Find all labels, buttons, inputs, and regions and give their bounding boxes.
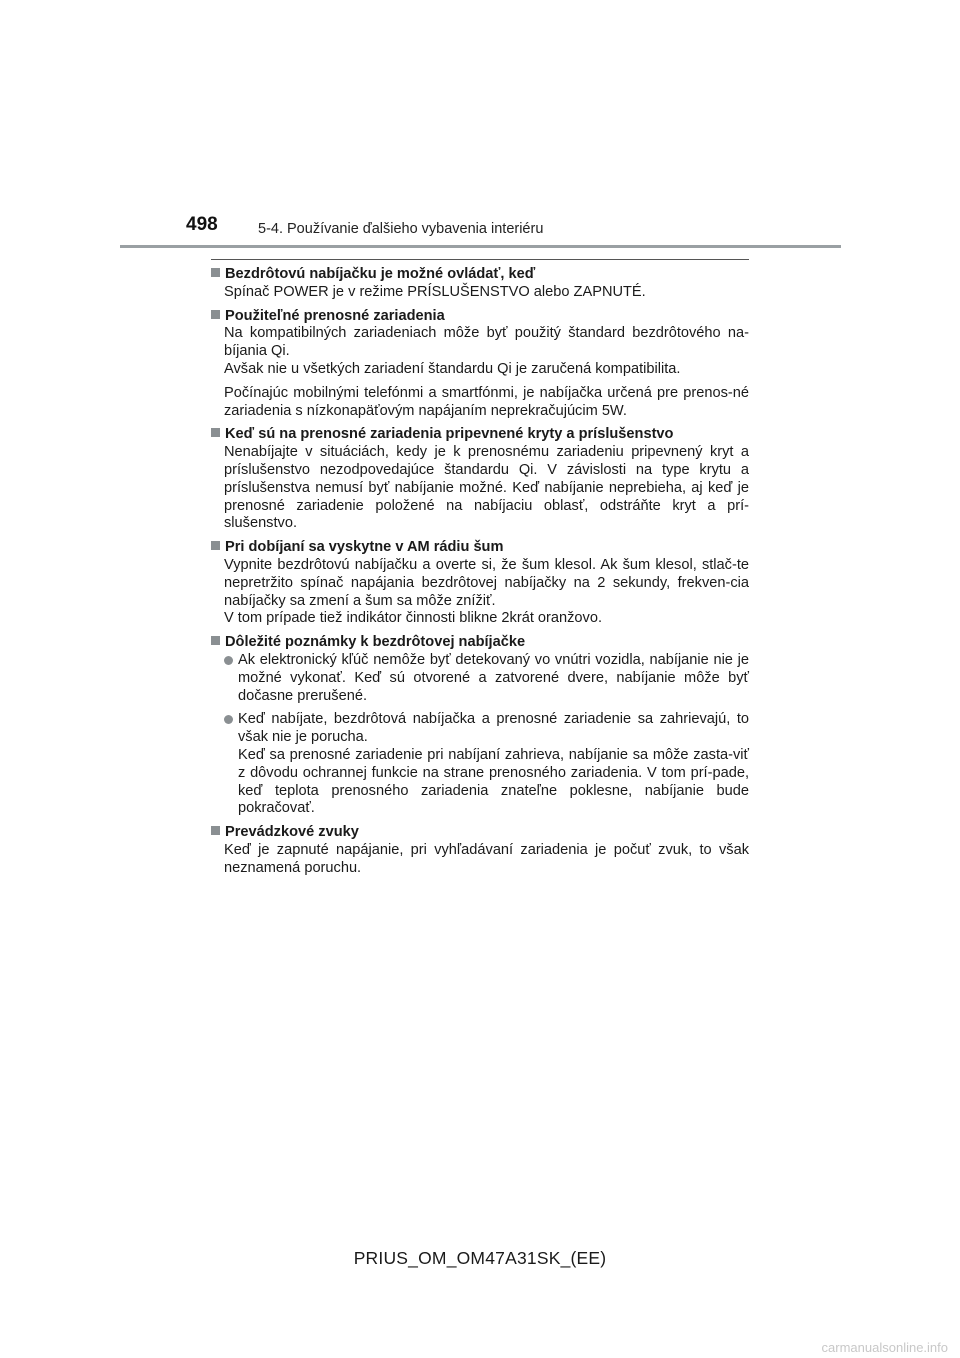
bullet-line: Keď sa prenosné zariadenie pri nabíjaní zahrieva, nabíjanie sa môže zasta-viť z dôvodu ochrannej funkcie na strane prenosného zariadenia. V tom prí-pade, keď teplota prenosného zariadenia znateľne poklesne, nabíjanie bude pokračovať.	[238, 746, 749, 817]
section-heading-text: Dôležité poznámky k bezdrôtovej nabíjačke	[225, 634, 526, 651]
paragraph	[211, 284, 749, 302]
square-bullet-icon	[211, 310, 220, 319]
paragraph-line: Avšak nie u všetkých zariadení štandardu Qi je zaručená kompatibilita.	[224, 360, 681, 377]
circle-bullet-icon	[224, 656, 233, 665]
paragraph-line: Vypnite bezdrôtovú nabíjačku a overte si, že šum klesol. Ak šum klesol, stlač-te nepretržito spínač napájania bezdrôtovej nabíjačky na 2 sekundy, frekven-cia nabíjačky sa zmení a šum sa môže znížiť.	[224, 556, 749, 609]
bullet-line: Ak elektronický kľúč nemôže byť detekovaný vo vnútri vozidla, nabíjanie nie je možné vykonať. Keď sú otvorené a zatvorené dvere, nabíjanie môže byť dočasne prerušené.	[238, 651, 749, 704]
paragraph	[211, 385, 749, 421]
paragraph	[211, 557, 749, 628]
square-bullet-icon	[211, 268, 220, 277]
square-bullet-icon	[211, 428, 220, 437]
paragraph-line: Počínajúc mobilnými telefónmi a smartfónmi, je nabíjačka určená pre prenos-né zariadenia s nízkonapäťovým napájaním neprekračujúcim 5W.	[224, 384, 749, 419]
section-heading-text: Bezdrôtovú nabíjačku je možné ovládať, keď	[225, 266, 536, 282]
document-code: PRIUS_OM_OM47A31SK_(EE)	[353, 1248, 607, 1268]
note-section	[211, 824, 749, 877]
content-rule	[211, 259, 749, 260]
section-heading	[211, 634, 749, 652]
paragraph	[211, 444, 749, 533]
section-heading-text: Prevádzkové zvuky	[225, 824, 359, 841]
section-heading	[211, 824, 749, 842]
note-section	[211, 634, 749, 818]
paragraph-line: Nenabíjajte v situáciách, kedy je k prenosnému zariadeniu pripevnený kryt a príslušenstvo nezodpovedajúce štandardu Qi. V závislosti na type krytu a príslušenstva nemusí byť nabíjanie možné. Keď nabíjanie neprebieha, aj keď je prenosné zariadenie položené na nabíjaciu oblasť, odstráňte kryt a prí-slušenstvo.	[224, 444, 749, 532]
paragraph-line: V tom prípade tiež indikátor činnosti blikne 2krát oranžovo.	[224, 610, 603, 627]
square-bullet-icon	[211, 826, 220, 835]
section-heading	[211, 426, 749, 444]
watermark: carmanualsonline.info	[821, 1340, 948, 1355]
note-section	[211, 308, 749, 421]
section-heading	[211, 266, 749, 284]
bullet-line: Keď nabíjate, bezdrôtová nabíjačka a prenosné zariadenie sa zahrievajú, to však nie je porucha.	[238, 711, 749, 746]
bullet-item	[211, 711, 749, 818]
note-section	[211, 266, 749, 302]
section-heading-text: Keď sú na prenosné zariadenia pripevnené kryty a príslušenstvo	[225, 426, 674, 443]
note-section	[211, 539, 749, 628]
section-heading-text: Použiteľné prenosné zariadenia	[225, 307, 445, 324]
section-heading	[211, 308, 749, 326]
circle-bullet-icon	[224, 715, 233, 724]
square-bullet-icon	[211, 636, 220, 645]
square-bullet-icon	[211, 541, 220, 550]
page-number: 498	[186, 214, 218, 235]
content	[211, 266, 749, 884]
paragraph-line: Spínač POWER je v režime PRÍSLUŠENSTVO alebo ZAPNUTÉ.	[224, 283, 646, 300]
paragraph	[211, 325, 749, 378]
note-section	[211, 426, 749, 533]
paragraph	[211, 842, 749, 878]
paragraph-line: Na kompatibilných zariadeniach môže byť použitý štandard bezdrôtového na-bíjania Qi.	[224, 325, 749, 360]
section-title: 5-4. Používanie ďalšieho vybavenia interiéru	[258, 221, 544, 237]
section-heading-text: Pri dobíjaní sa vyskytne v AM rádiu šum	[225, 539, 504, 556]
section-heading	[211, 539, 749, 557]
bullet-text	[238, 711, 749, 818]
header-rule	[120, 245, 841, 248]
bullet-item	[211, 652, 749, 705]
bullet-text	[238, 652, 749, 705]
paragraph-line: Keď je zapnuté napájanie, pri vyhľadávaní zariadenia je počuť zvuk, to však neznamená poruchu.	[224, 841, 749, 876]
